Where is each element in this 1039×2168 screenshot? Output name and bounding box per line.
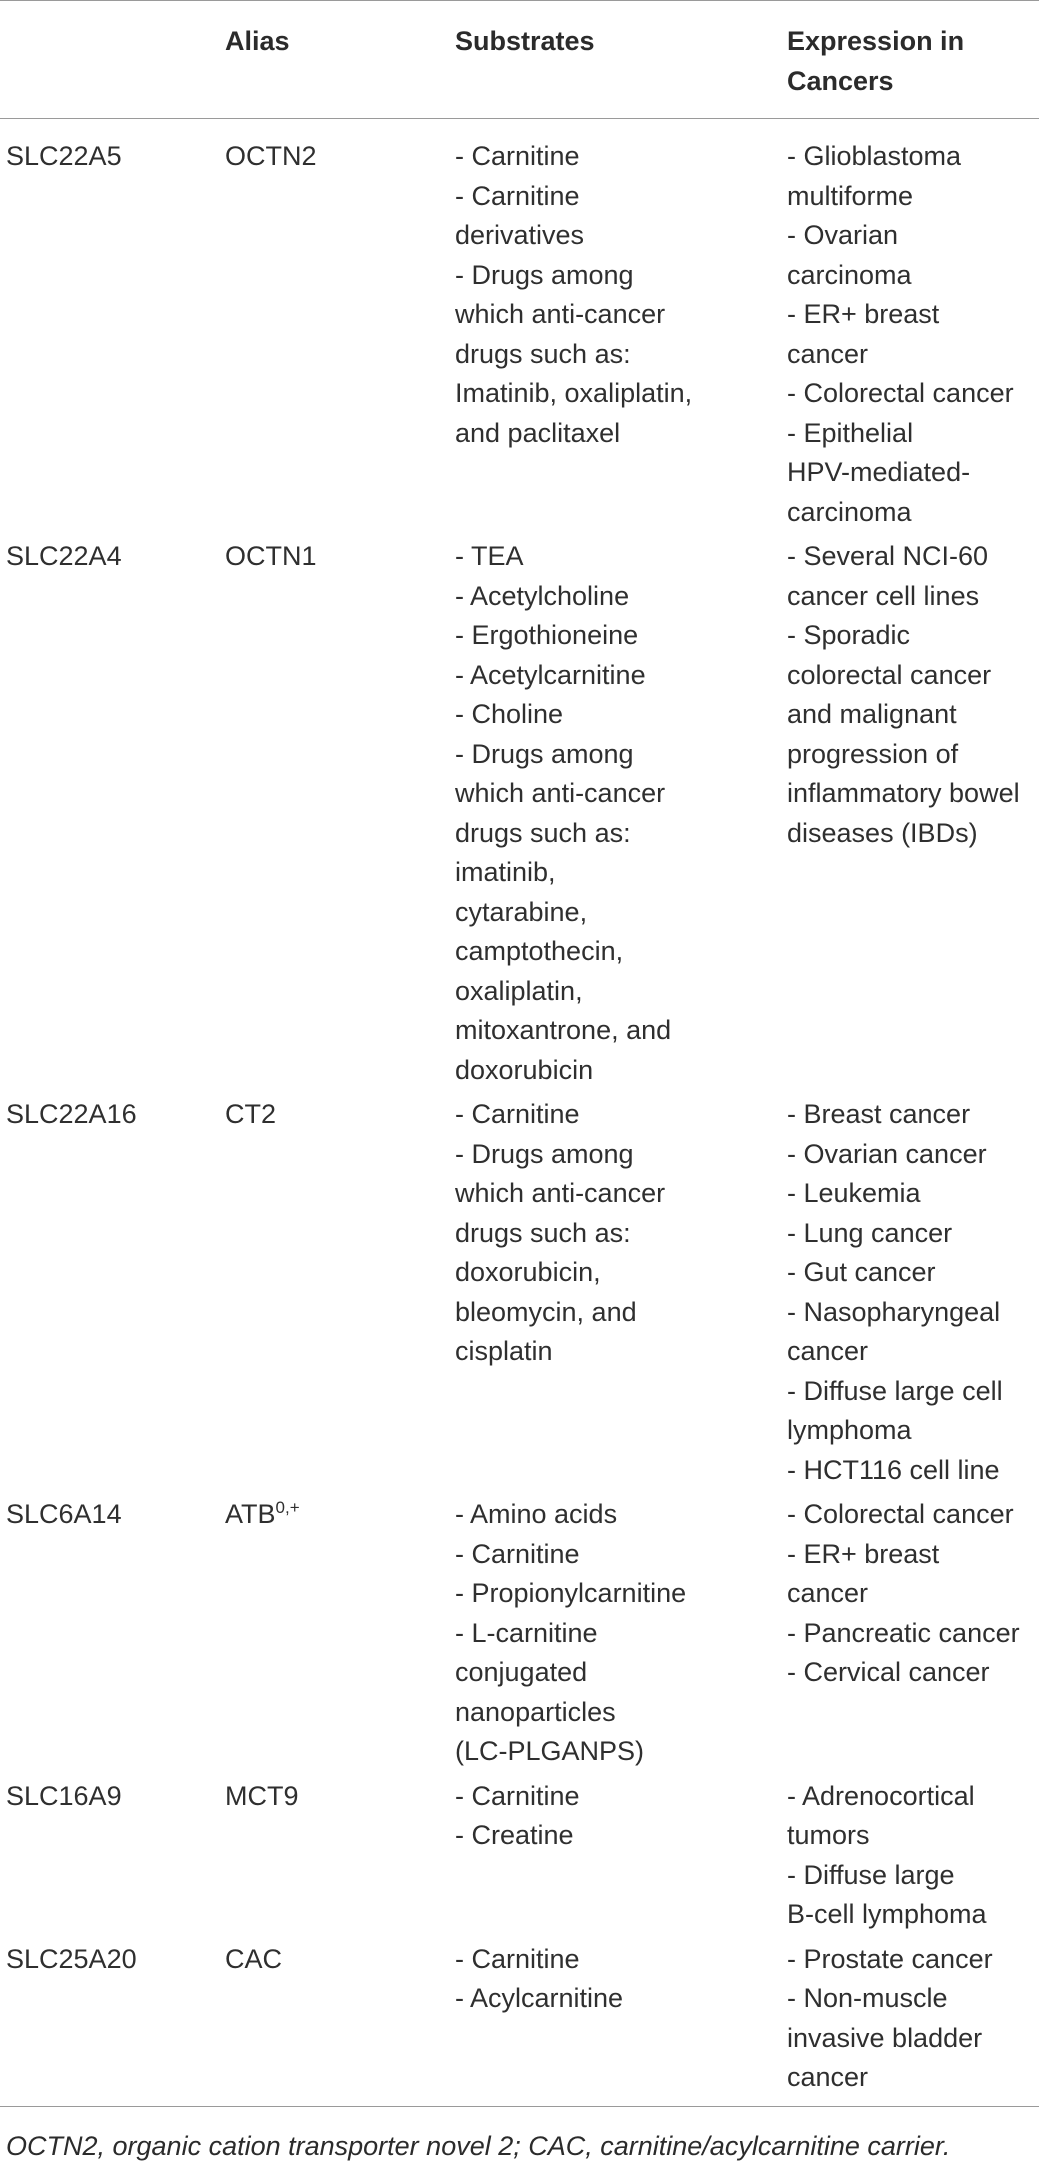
alias-cell (225, 1495, 455, 1777)
expression-cell: - Adrenocortical tumors - Diffuse large B-cell lymphoma (787, 1780, 987, 1929)
expression-cell: - Breast cancer - Ovarian cancer - Leukemia - Lung cancer - Gut cancer - Nasopharyngeal cancer - Diffuse large cell lymphoma - HCT116 cell line (787, 1099, 1003, 1485)
table-row (0, 537, 1039, 1095)
table-row (0, 1095, 1039, 1495)
alias-text: CAC (225, 1943, 283, 1974)
substrates-cell: - Carnitine - Creatine (455, 1780, 580, 1850)
gene-cell: SLC25A20 (6, 1943, 137, 1974)
alias-text: CT2 (225, 1099, 277, 1129)
alias-cell (225, 119, 455, 538)
gene-cell: SLC22A4 (6, 541, 122, 571)
table-header (0, 1, 1039, 119)
expression-cell: - Prostate cancer - Non-muscle invasive bladder cancer (787, 1943, 993, 2092)
header-substrates: Substrates (455, 26, 595, 56)
expression-cell: - Colorectal cancer - ER+ breast cancer - Pancreatic cancer - Cervical cancer (787, 1499, 1020, 1687)
substrates-cell: - TEA - Acetylcholine - Ergothioneine - Acetylcarnitine - Choline - Drugs among which anti-cancer drugs such as: imatinib, cytarabine, camptothecin, oxaliplatin, mitoxantrone, and doxorubicin (455, 541, 672, 1085)
header-expression: Expression in Cancers (787, 26, 965, 96)
expression-cell: - Several NCI-60 cancer cell lines - Sporadic colorectal cancer and malignant progression of inflammatory bowel diseases (IBDs) (787, 541, 1020, 848)
table-row (0, 1495, 1039, 1777)
alias-cell (225, 1095, 455, 1495)
header-alias: Alias (225, 26, 290, 56)
header-row (0, 1, 1039, 119)
alias-cell (225, 537, 455, 1095)
alias-text: ATB (225, 1499, 276, 1529)
gene-cell: SLC22A5 (6, 141, 122, 171)
substrates-cell: - Carnitine - Acylcarnitine (455, 1943, 624, 2013)
alias-text: MCT9 (225, 1780, 299, 1811)
alias-cell (225, 1940, 455, 2107)
alias-cell (225, 1777, 455, 1940)
substrates-cell: - Amino acids - Carnitine - Propionylcarnitine - L-carnitine conjugated nanoparticles (LC-PLGANPS) (455, 1499, 687, 1766)
gene-cell: SLC22A16 (6, 1099, 137, 1129)
table-body (0, 119, 1039, 2107)
alias-text: OCTN1 (225, 541, 317, 571)
table-row (0, 119, 1039, 538)
gene-cell: SLC6A14 (6, 1499, 122, 1529)
expression-cell: - Glioblastoma multiforme - Ovarian carcinoma - ER+ breast cancer - Colorectal cancer - Epithelial HPV-mediated- carcinoma (787, 141, 1014, 527)
table-row (0, 1940, 1039, 2107)
alias-superscript: 0,+ (275, 1498, 300, 1517)
table-footnote: OCTN2, organic cation transporter novel 2; CAC, carnitine/acylcarnitine carrier. (6, 2131, 951, 2161)
substrates-cell: - Carnitine - Carnitine derivatives - Drugs among which anti-cancer drugs such as: Imatinib, oxaliplatin, and paclitaxel (455, 141, 693, 448)
substrates-cell: - Carnitine - Drugs among which anti-cancer drugs such as: doxorubicin, bleomycin, and cisplatin (455, 1099, 666, 1366)
table-row (0, 1777, 1039, 1940)
gene-cell: SLC16A9 (6, 1780, 122, 1811)
alias-text: OCTN2 (225, 141, 317, 171)
header-gene (0, 1, 225, 119)
